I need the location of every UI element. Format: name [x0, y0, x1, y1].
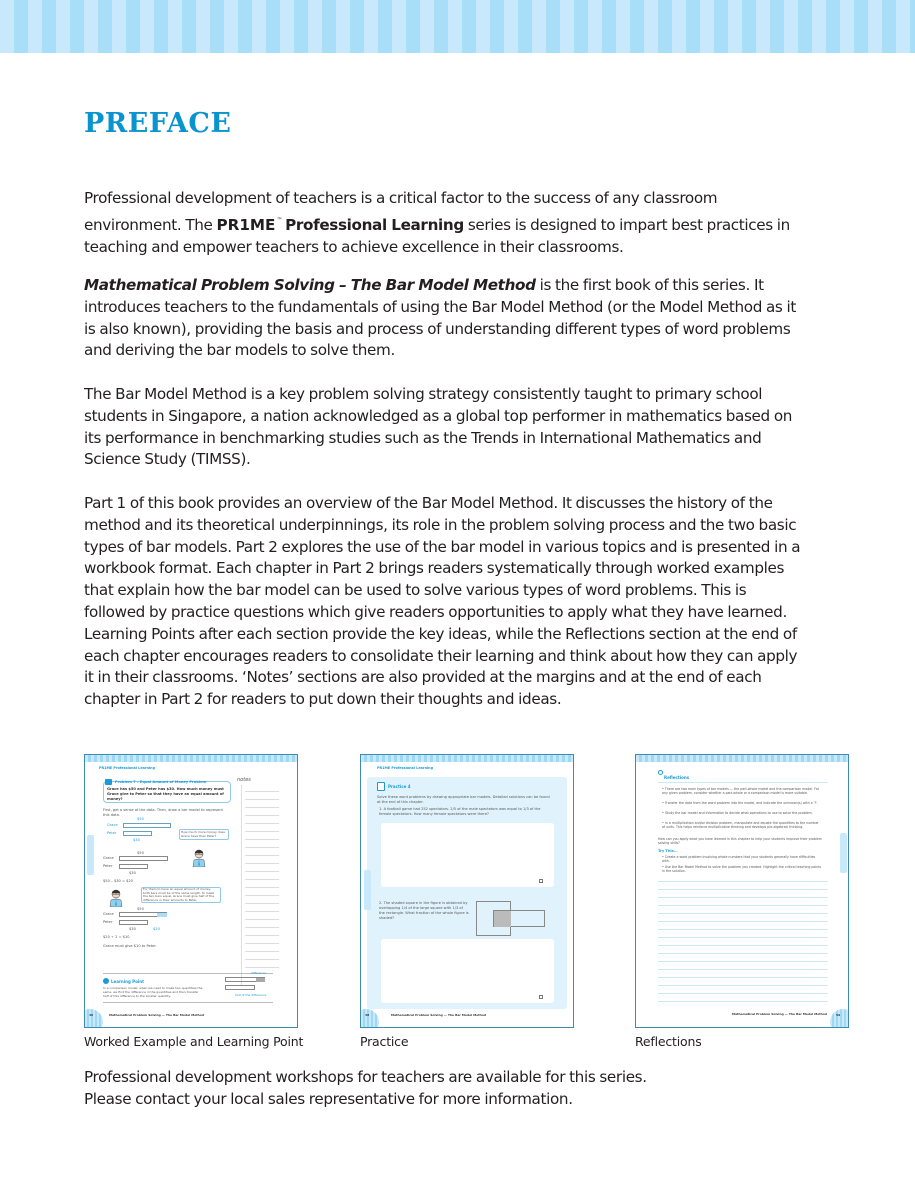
bar-label-peter: Peter — [107, 831, 117, 835]
thought-text-1: How much more money does Grace have than Peter? — [181, 830, 225, 838]
practice-question-1: 1. A football game had 252 spectators. 2/5 of the male spectators was equal to 1/3 of the female spectators. How many female spectators were there? — [379, 807, 541, 816]
bar2-label-30: $30 — [129, 871, 136, 875]
paragraph-workshops — [84, 1067, 804, 1111]
learning-point-icon — [103, 978, 109, 984]
try-this-title: Try This... — [658, 849, 678, 853]
notes-line — [658, 929, 828, 930]
notes-line — [658, 1001, 828, 1002]
bar-label-50: $50 — [137, 817, 144, 821]
thumb-stripes — [636, 755, 848, 762]
notes-line — [658, 889, 828, 890]
bar2-label-grace: Grace — [103, 856, 114, 860]
notes-line — [245, 847, 279, 848]
notes-line — [245, 791, 279, 792]
problem-title: Problem 7 – Equal Amount of Money Problem — [115, 780, 207, 784]
reflections-question: How can you apply what you have learned in this chapter to help your students improve their problem solving skills? — [658, 837, 822, 846]
notes-line — [245, 831, 279, 832]
reflections-bullet-4: • In a multiplication and/or division problem, manipulate and equate the quantities to the number of units. This helps reinforce multiplicative thinking and develops pre-algebraic thinking. — [662, 821, 819, 830]
step1-text: First, get a sense of the data. Then, draw a bar model to represent this data. — [103, 808, 223, 817]
notes-line — [658, 921, 828, 922]
thumb-stripes — [361, 755, 573, 762]
page-title: PREFACE — [84, 108, 232, 139]
thumb-footer: Mathematical Problem Solving — The Bar Model Method — [732, 1012, 828, 1016]
notes-line — [658, 897, 828, 898]
paragraph-intro — [84, 188, 804, 258]
notes-line — [658, 961, 828, 962]
thumb-stripes — [85, 755, 297, 762]
bullet-text: Use the Bar Model Method to solve the problem you created. Highlight the critical teaching points in the solution. — [662, 865, 822, 874]
bar3-label-peter: Peter — [103, 920, 113, 924]
notes-line — [245, 895, 279, 896]
reflections-bullet-2: • Transfer the data from the word problem into the model, and indicate the unknown(s) with a '?'. — [662, 801, 819, 805]
thumb-header-brand: PR1ME Professional Learning — [377, 766, 433, 770]
chapter-side-tab — [364, 870, 371, 910]
bullet-text: In a multiplication and/or division problem, manipulate and equate the quantities to the number of units. This helps reinforce multiplicative thinking and develops pre-algebraic thinking. — [662, 821, 819, 830]
notes-line — [658, 937, 828, 938]
thumb-page-number: 59 — [836, 1013, 841, 1017]
bullet-text: Create a word problem involving whole numbers that your students generally have difficulties with. — [662, 855, 816, 864]
thumbnail-reflections — [635, 754, 849, 1028]
notes-line — [658, 913, 828, 914]
bar3-label-50: $50 — [137, 907, 144, 911]
bar2-label-peter: Peter — [103, 864, 113, 868]
book-description: is the first book of this series. It introduces teachers to the fundamentals of using the Bar Model Method (or the Model Method as it is also known), providing the basis and process of understanding different types of word problems and deriving the bar models to solve them. — [84, 276, 796, 360]
teacher-illustration-icon — [109, 889, 123, 907]
intro-text: Professional development of teachers is a critical factor to the success of any classroom environment. The — [84, 189, 718, 234]
pencil-icon — [539, 879, 543, 883]
lightbulb-icon — [658, 770, 663, 775]
answer-text: Grace must give $10 to Peter. — [103, 944, 157, 948]
notes-line — [658, 985, 828, 986]
practice-question-2: 2. The shaded square in the figure is obtained by overlapping 1/4 of the large square with 1/3 of the rectangle. What fraction of the whole figure is shaded? — [379, 901, 469, 920]
bar3-label-20: $20 — [153, 927, 160, 931]
bar2-grace — [119, 856, 168, 861]
problem-icon — [105, 779, 112, 785]
pencil-icon — [539, 995, 543, 999]
learning-point-divider — [103, 973, 273, 974]
bar3-grace-highlight — [157, 913, 167, 917]
notes-line — [245, 871, 279, 872]
notes-line — [245, 815, 279, 816]
paragraph-singapore: The Bar Model Method is a key problem solving strategy consistently taught to primary school students in Singapore, a nation acknowledged as a global top performer in mathematics based on its performance in benchmarking studies such as the Trends in International Mathematics and Science Study (TIMSS). — [84, 385, 793, 469]
bar2-label-50: $50 — [137, 851, 144, 855]
notes-line — [245, 935, 279, 936]
bar3-peter — [119, 920, 148, 925]
calc1: $50 – $30 = $20 — [103, 879, 133, 883]
learning-point-divider-bottom — [103, 1002, 273, 1003]
practice-intro: Solve these word problems by drawing appropriate bar models. Detailed solutions can be found at the end of this chapter. — [377, 795, 550, 804]
clipboard-icon — [377, 782, 385, 791]
problem-text: Grace has $50 and Peter has $30. How much money must Grace give to Peter so that they have an equal amount of money? — [107, 787, 224, 801]
notes-line — [245, 887, 279, 888]
striped-header-banner — [0, 0, 915, 53]
footer-page-circle — [84, 1009, 103, 1028]
calc2: $20 ÷ 2 = $10 — [103, 935, 130, 939]
thumb-page-number: 48 — [365, 1013, 370, 1017]
try-bullet-2: • Use the Bar Model Method to solve the problem you created. Highlight the critical teaching points in the solution. — [662, 865, 822, 874]
diagram-half-label: half of the difference — [235, 993, 267, 997]
section-divider — [658, 881, 828, 882]
notes-line — [245, 959, 279, 960]
diagram-difference-label: difference — [251, 971, 267, 975]
notes-line — [245, 855, 279, 856]
notes-line — [245, 943, 279, 944]
chapter-side-tab — [87, 835, 94, 875]
caption-worked-example: Worked Example and Learning Point — [84, 1034, 304, 1049]
bar-label-30: $30 — [133, 838, 140, 842]
notes-line — [658, 969, 828, 970]
notes-line — [658, 905, 828, 906]
bar3-label-30: $30 — [129, 927, 136, 931]
notes-line — [245, 911, 279, 912]
caption-reflections: Reflections — [635, 1034, 702, 1049]
notes-line — [658, 945, 828, 946]
notes-line — [658, 993, 828, 994]
reflections-bullet-3: • Study the bar model and information to decide what operations to use to solve the problem. — [662, 811, 813, 815]
reflections-bullet-1: • There are two main types of bar models — the part-whole model and the comparison model. For any given problem, consider whether a part-whole or a comparison model is more suitable. — [662, 787, 820, 796]
bullet-text: Transfer the data from the word problem into the model, and indicate the unknown(s) with a '?'. — [664, 801, 819, 805]
lp-bar-bottom — [225, 985, 255, 990]
notes-line — [245, 903, 279, 904]
prime-brand-logo: PR1ME — [216, 215, 276, 234]
thumbnail-practice — [360, 754, 574, 1028]
notes-label: notes — [237, 777, 251, 783]
bullet-text: Study the bar model and information to decide what operations to use to solve the problem. — [664, 811, 813, 815]
practice-title: Practice 4 — [388, 784, 411, 789]
bar-peter — [123, 831, 152, 836]
paragraph-book — [84, 275, 804, 362]
reflections-title: Reflections — [664, 775, 690, 780]
bar-label-grace: Grace — [107, 823, 118, 827]
bar3-label-grace: Grace — [103, 912, 114, 916]
caption-practice: Practice — [360, 1034, 409, 1049]
book-title: Mathematical Problem Solving – The Bar Model Method — [84, 276, 536, 294]
notes-line — [245, 951, 279, 952]
footer-page-circle — [830, 1009, 849, 1028]
learning-point-text: In a comparison model, when we need to make two quantities the same, we find the difference in the quantities and then transfer half of this difference to the smaller quantity. — [103, 986, 203, 998]
workshops-line-1: Professional development workshops for teachers are available for this series. — [84, 1068, 647, 1086]
thumb-footer: Mathematical Problem Solving — The Bar Model Method — [391, 1013, 487, 1017]
trademark-symbol: ™ — [276, 216, 283, 224]
notes-divider — [241, 785, 242, 985]
answer-box-2 — [381, 939, 554, 1003]
bar2-peter — [119, 864, 148, 869]
lp-bar-top-diff — [256, 978, 265, 982]
learning-point-title: Learning Point — [111, 979, 145, 984]
notes-line — [245, 879, 279, 880]
series-name: Professional Learning — [285, 215, 464, 234]
title-underline — [658, 782, 828, 783]
thought-text-2: For them to have an equal amount of money, both bars must be of the same length. To make the two bars equal, Grace must give half of the difference in their amounts to Peter. — [143, 887, 215, 902]
notes-line — [245, 863, 279, 864]
thumb-page-number: 46 — [89, 1013, 94, 1017]
try-bullet-1: • Create a word problem involving whole numbers that your students generally have difficulties with. — [662, 855, 816, 864]
notes-line — [245, 823, 279, 824]
notes-line — [658, 953, 828, 954]
thumbnail-worked-example — [84, 754, 298, 1028]
bullet-text: There are two main types of bar models — the part-whole model and the comparison model. For any given problem, consider whether a part-whole or a comparison model is more suitable. — [662, 787, 820, 796]
paragraph-structure: Part 1 of this book provides an overview of the Bar Model Method. It discusses the history of the method and its theoretical underpinnings, its role in the problem solving process and the two basic types of bar models. Part 2 explores the use of the bar model in various topics and is presented in a workbook format. Each chapter in Part 2 brings readers systematically through worked examples that explain how the bar model can be used to solve various types of word problems. This is followed by practice questions which give readers opportunities to apply what they have learned. Learning Points after each section provide the key ideas, while the Reflections section at the end of each chapter encourages readers to consolidate their learning and think about how they can apply it in their classrooms. ‘Notes’ sections are also provided at the margins and at the end of each chapter in Part 2 for readers to put down their thoughts and ideas. — [84, 494, 801, 709]
answer-box-1 — [381, 823, 554, 887]
footer-page-circle — [360, 1009, 379, 1028]
notes-line — [245, 799, 279, 800]
notes-line — [245, 839, 279, 840]
workshops-line-2: Please contact your local sales representative for more information. — [84, 1089, 573, 1108]
notes-line — [245, 927, 279, 928]
shaded-square — [494, 911, 511, 927]
thumb-footer: Mathematical Problem Solving — The Bar Model Method — [109, 1013, 205, 1017]
notes-line — [245, 967, 279, 968]
chapter-side-tab — [840, 833, 847, 873]
teacher-illustration-icon — [192, 849, 206, 867]
notes-line — [245, 807, 279, 808]
bar-grace — [123, 823, 171, 828]
thumb-header-brand: PR1ME Professional Learning — [99, 766, 155, 770]
notes-line — [658, 977, 828, 978]
intro-text-end: series is designed to impart best practices in teaching and empower teachers to achieve excellence in their classrooms. — [84, 215, 790, 256]
notes-line — [245, 919, 279, 920]
